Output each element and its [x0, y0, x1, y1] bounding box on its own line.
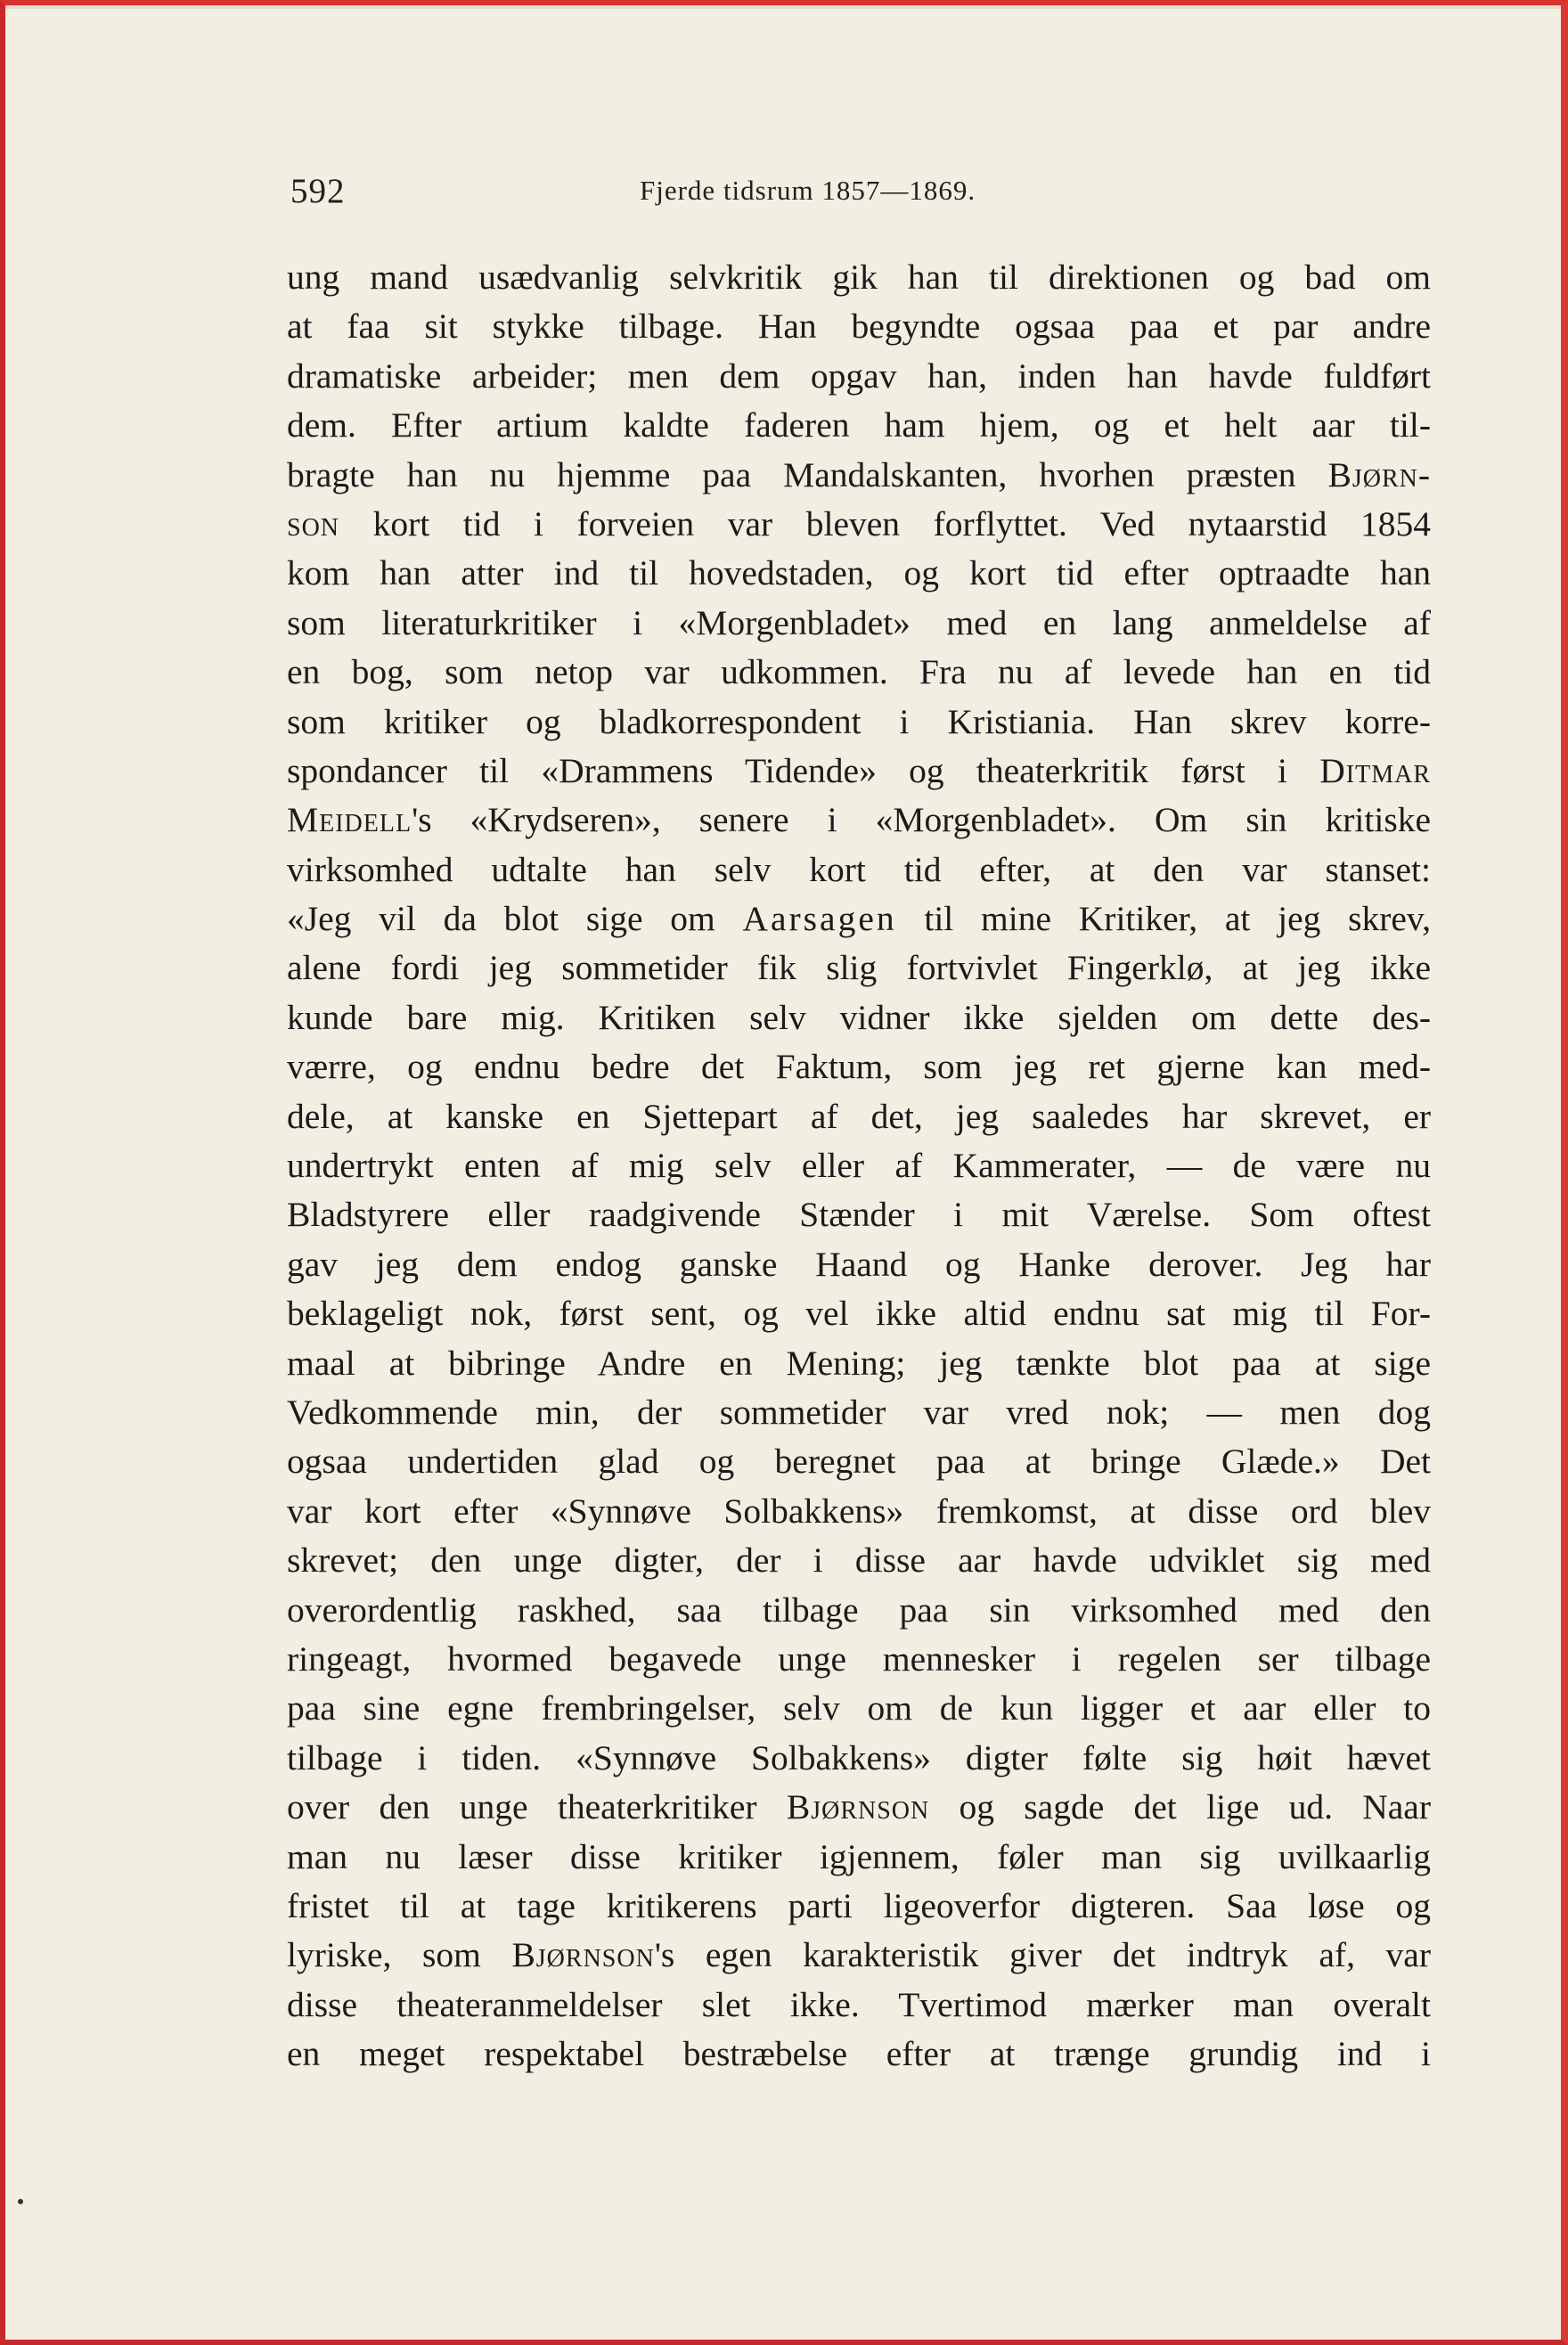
text-line: tilbage i tiden. «Synnøve Solbakkens» digter følte sig høit hævet — [287, 1737, 1431, 1777]
text-line: dele, at kanske en Sjettepart af det, jeg saaledes har skrevet, er — [287, 1096, 1431, 1136]
text-line: man nu læser disse kritiker igjennem, føler man sig uvilkaarlig — [287, 1836, 1431, 1876]
text-line: virksomhed udtalte han selv kort tid efter, at den var stanset: — [287, 849, 1431, 889]
ink-speck — [18, 2199, 23, 2204]
text-line: at faa sit stykke tilbage. Han begyndte ogsaa paa et par andre — [287, 306, 1431, 347]
text-line: kunde bare mig. Kritiken selv vidner ikke sjelden om dette des- — [287, 997, 1431, 1037]
text-line: en bog, som netop var udkommen. Fra nu af levede han en tid — [287, 652, 1431, 692]
text-line: Meidell's «Krydseren», senere i «Morgenbladet». Om sin kritiske — [287, 800, 1431, 840]
text-line: disse theateranmeldelser slet ikke. Tvertimod mærker man overalt — [287, 1984, 1431, 2024]
text-line: Vedkommende min, der sommetider var vred nok; — men dog — [287, 1392, 1431, 1432]
text-line: Bladstyrere eller raadgivende Stænder i mit Værelse. Som oftest — [287, 1195, 1431, 1235]
text-line: ringeagt, hvormed begavede unge mennesker i regelen ser tilbage — [287, 1638, 1431, 1679]
top-edge-shadow — [5, 5, 1561, 9]
text-line: gav jeg dem endog ganske Haand og Hanke derover. Jeg har — [287, 1244, 1431, 1284]
text-line: «Jeg vil da blot sige om Aarsagen til mine Kritiker, at jeg skrev, — [287, 899, 1431, 939]
text-line: overordentlig raskhed, saa tilbage paa sin virksomhed med den — [287, 1589, 1431, 1630]
text-line: værre, og endnu bedre det Faktum, som jeg ret gjerne kan med- — [287, 1047, 1431, 1087]
text-line: maal at bibringe Andre en Mening; jeg tænkte blot paa at sige — [287, 1343, 1431, 1383]
text-line: som kritiker og bladkorrespondent i Kristiania. Han skrev korre- — [287, 701, 1431, 741]
page-header — [290, 171, 1449, 225]
text-line: spondancer til «Drammens Tidende» og theaterkritik først i Ditmar — [287, 750, 1431, 790]
text-line: en meget respektabel bestræbelse efter at trænge grundig ind i — [287, 2034, 1431, 2074]
text-line: ogsaa undertiden glad og beregnet paa at bringe Glæde.» Det — [287, 1442, 1431, 1482]
running-title: Fjerde tidsrum 1857—1869. — [640, 175, 976, 206]
text-line: fristet til at tage kritikerens parti ligeoverfor digteren. Saa løse og — [287, 1885, 1431, 1925]
text-line: over den unge theaterkritiker Bjørnson og sagde det lige ud. Naar — [287, 1787, 1431, 1827]
text-line: kom han atter ind til hovedstaden, og kort tid efter optraadte han — [287, 553, 1431, 593]
text-line: som literaturkritiker i «Morgenbladet» med en lang anmeldelse af — [287, 602, 1431, 642]
text-line: dramatiske arbeider; men dem opgav han, inden han havde fuldført — [287, 355, 1431, 396]
text-line: var kort efter «Synnøve Solbakkens» fremkomst, at disse ord blev — [287, 1491, 1431, 1531]
text-line: bragte han nu hjemme paa Mandalskanten, hvorhen præsten Bjørn- — [287, 454, 1431, 494]
text-line: ung mand usædvanlig selvkritik gik han til direktionen og bad om — [287, 257, 1431, 297]
text-line: paa sine egne frembringelser, selv om de kun ligger et aar eller to — [287, 1688, 1431, 1728]
text-line: alene fordi jeg sommetider fik slig fortvivlet Fingerklø, at jeg ikke — [287, 948, 1431, 988]
text-line: dem. Efter artium kaldte faderen ham hjem, og et helt aar til- — [287, 405, 1431, 445]
text-line: skrevet; den unge digter, der i disse aar havde udviklet sig med — [287, 1540, 1431, 1581]
text-line: lyriske, som Bjørnson's egen karakteristik giver det indtryk af, var — [287, 1935, 1431, 1975]
text-line: undertrykt enten af mig selv eller af Kammerater, — de være nu — [287, 1146, 1431, 1186]
text-line: beklageligt nok, først sent, og vel ikke altid endnu sat mig til For- — [287, 1294, 1431, 1334]
text-line: son kort tid i forveien var bleven forflyttet. Ved nytaarstid 1854 — [287, 503, 1431, 543]
body-text — [287, 253, 1431, 2079]
page-number: 592 — [290, 172, 346, 210]
